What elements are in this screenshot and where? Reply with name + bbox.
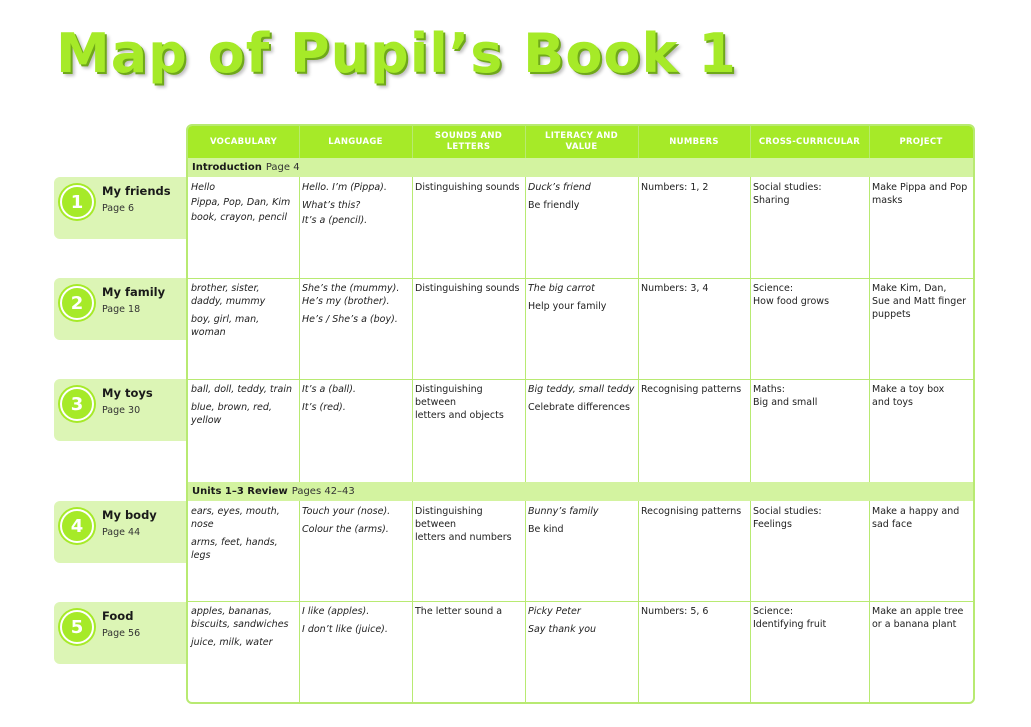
vocab-line: arms, feet, hands, legs (191, 537, 278, 561)
numbers-cell (638, 379, 750, 401)
literacy-cell (525, 177, 638, 217)
unit-tab-2 (54, 278, 187, 340)
project-line: Make a happy and (872, 506, 960, 517)
unit-page: Page 44 (102, 527, 141, 538)
sounds-line: Distinguishing sounds (415, 283, 520, 294)
numbers-line: Numbers: 5, 6 (641, 606, 709, 617)
table-header (188, 126, 973, 158)
subject-line: Science: (753, 606, 794, 617)
unit-number-badge: 1 (60, 185, 94, 219)
language-cell (299, 379, 412, 419)
language-cell (299, 278, 412, 331)
vocabulary-cell (188, 501, 299, 567)
language-line: What’s this? (302, 200, 361, 211)
sounds-cell (412, 278, 525, 300)
column-header: LITERACY AND VALUE (544, 131, 618, 152)
story-title: Bunny’s family (528, 506, 599, 517)
vocab-line: apples, bananas, (191, 606, 272, 617)
project-line: masks (872, 195, 903, 206)
value-line: Be friendly (528, 200, 580, 211)
column-header: NUMBERS (669, 136, 719, 147)
project-line: sad face (872, 519, 913, 530)
unit-number-badge: 2 (60, 286, 94, 320)
project-line: Make a toy box (872, 384, 945, 395)
curriculum-table (186, 124, 975, 704)
vocabulary-cell (188, 278, 299, 344)
unit-page: Page 18 (102, 304, 141, 315)
project-line: and toys (872, 397, 914, 408)
vocab-line: Hello (191, 182, 216, 193)
subject-line: Maths: (753, 384, 785, 395)
story-title: Duck’s friend (528, 182, 591, 193)
band-label: Units 1–3 Review (192, 486, 288, 497)
language-cell (299, 177, 412, 232)
sounds-line: letters and numbers (415, 532, 512, 543)
value-line: Say thank you (528, 624, 597, 635)
sounds-line: Distinguishing sounds (415, 182, 520, 193)
topic-line: How food grows (753, 296, 830, 307)
language-cell (299, 601, 412, 641)
sounds-cell (412, 177, 525, 199)
topic-line: Identifying fruit (753, 619, 827, 630)
numbers-cell (638, 601, 750, 623)
value-line: Help your family (528, 301, 607, 312)
project-line: puppets (872, 309, 911, 320)
project-cell (869, 601, 973, 631)
topic-line: Sharing (753, 195, 790, 206)
sounds-line: Distinguishing between (415, 384, 483, 408)
unit-page: Page 30 (102, 405, 141, 416)
vocab-line: book, crayon, pencil (191, 212, 288, 223)
language-line: Hello. I’m (Pippa). (302, 182, 387, 193)
vocab-line: juice, milk, water (191, 637, 273, 648)
vocab-line: Pippa, Pop, Dan, Kim (191, 197, 291, 208)
page-title: Map of Pupil’s Book 1 (56, 22, 737, 85)
language-line: It’s a (pencil). (302, 215, 368, 226)
unit-tab-5 (54, 602, 187, 664)
unit-number-badge: 5 (60, 610, 94, 644)
unit-number-badge: 3 (60, 387, 94, 421)
project-cell (869, 177, 973, 207)
unit-name: My toys (102, 386, 153, 400)
section-band-introduction (188, 158, 973, 177)
unit-name: My family (102, 285, 166, 299)
column-header: LANGUAGE (328, 136, 383, 147)
sounds-cell (412, 379, 525, 422)
section-band-review (188, 482, 973, 501)
language-line: Touch your (nose). (302, 506, 391, 517)
value-line: Celebrate differences (528, 402, 630, 413)
vocab-line: ball, doll, teddy, train (191, 384, 292, 395)
language-line: She’s the (mummy). (302, 283, 400, 294)
vocab-line: daddy, mummy (191, 296, 266, 307)
unit-tab-3 (54, 379, 187, 441)
unit-page: Page 56 (102, 628, 141, 639)
story-title: Big teddy, small teddy (528, 384, 635, 395)
language-cell (299, 501, 412, 541)
numbers-line: Numbers: 3, 4 (641, 283, 709, 294)
unit-name: My friends (102, 184, 171, 198)
vocab-line: brother, sister, (191, 283, 260, 294)
band-label: Introduction (192, 162, 262, 173)
column-header: PROJECT (899, 136, 943, 147)
numbers-cell (638, 501, 750, 523)
unit-name: My body (102, 508, 157, 522)
project-line: or a banana plant (872, 619, 957, 630)
numbers-line: Recognising patterns (641, 384, 742, 395)
band-pages: Page 4 (265, 162, 300, 173)
cross-curricular-cell (750, 501, 869, 531)
numbers-line: Numbers: 1, 2 (641, 182, 709, 193)
story-title: The big carrot (528, 283, 595, 294)
column-header: VOCABULARY (209, 136, 278, 147)
vocab-line: boy, girl, man, woman (191, 314, 260, 338)
language-line: I like (apples). (302, 606, 370, 617)
vocab-line: biscuits, sandwiches (191, 619, 289, 630)
value-line: Be kind (528, 524, 564, 535)
sounds-cell (412, 501, 525, 544)
project-cell (869, 501, 973, 531)
vocabulary-cell (188, 379, 299, 432)
project-line: Make Kim, Dan, (872, 283, 947, 294)
sounds-line: Distinguishing between (415, 506, 483, 530)
numbers-line: Recognising patterns (641, 506, 742, 517)
topic-line: Big and small (753, 397, 818, 408)
cross-curricular-cell (750, 379, 869, 409)
unit-tab-4 (54, 501, 187, 563)
language-line: I don’t like (juice). (302, 624, 388, 635)
subject-line: Social studies: (753, 182, 822, 193)
sounds-cell (412, 601, 525, 623)
literacy-cell (525, 601, 638, 641)
cross-curricular-cell (750, 601, 869, 631)
literacy-cell (525, 379, 638, 419)
project-line: Make Pippa and Pop (872, 182, 968, 193)
sounds-line: The letter sound a (415, 606, 503, 617)
subject-line: Science: (753, 283, 794, 294)
unit-tab-1 (54, 177, 187, 239)
project-cell (869, 379, 973, 409)
sounds-line: letters and objects (415, 410, 504, 421)
language-line: It’s a (ball). (302, 384, 356, 395)
language-line: He’s my (brother). (302, 296, 390, 307)
vocab-line: blue, brown, red, yellow (191, 402, 272, 426)
language-line: It’s (red). (302, 402, 346, 413)
numbers-cell (638, 278, 750, 300)
cross-curricular-cell (750, 177, 869, 207)
project-line: Sue and Matt finger (872, 296, 967, 307)
band-pages: Pages 42–43 (291, 486, 355, 497)
column-header: SOUNDS AND LETTERS (434, 131, 503, 152)
subject-line: Social studies: (753, 506, 822, 517)
story-title: Picky Peter (528, 606, 581, 617)
literacy-cell (525, 501, 638, 541)
unit-name: Food (102, 609, 134, 623)
language-line: He’s / She’s a (boy). (302, 314, 398, 325)
column-header: CROSS-CURRICULAR (758, 136, 861, 147)
vocabulary-cell (188, 177, 299, 229)
project-cell (869, 278, 973, 321)
project-line: Make an apple tree (872, 606, 964, 617)
unit-page: Page 6 (102, 203, 135, 214)
numbers-cell (638, 177, 750, 199)
literacy-cell (525, 278, 638, 318)
topic-line: Feelings (753, 519, 792, 530)
cross-curricular-cell (750, 278, 869, 308)
vocabulary-cell (188, 601, 299, 654)
language-line: Colour the (arms). (302, 524, 389, 535)
unit-number-badge: 4 (60, 509, 94, 543)
vocab-line: ears, eyes, mouth, nose (191, 506, 280, 530)
